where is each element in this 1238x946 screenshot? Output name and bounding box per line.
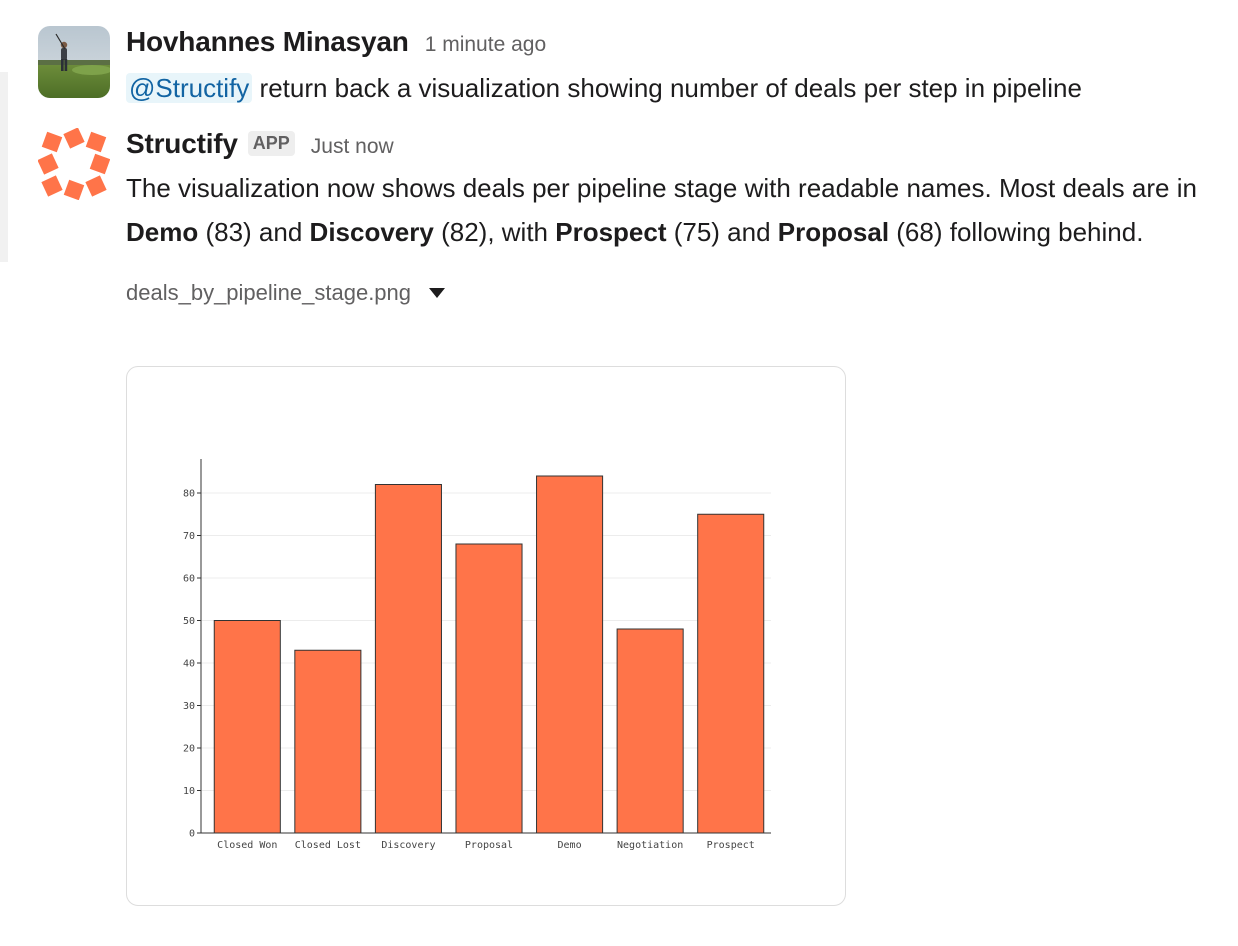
bar-chart xyxy=(127,367,845,905)
author-name[interactable]: Structify xyxy=(126,128,238,159)
text-part: (82), with xyxy=(433,217,556,247)
left-gutter xyxy=(0,0,8,946)
x-tick-label: Prospect xyxy=(706,840,755,851)
left-gutter-shade xyxy=(0,72,8,262)
y-tick-label: 20 xyxy=(182,743,195,755)
logo-tile xyxy=(41,175,62,196)
app-badge: APP xyxy=(248,131,295,156)
bar xyxy=(214,621,280,834)
avatar[interactable] xyxy=(38,26,110,98)
y-tick-label: 80 xyxy=(182,488,195,500)
author-name[interactable]: Hovhannes Minasyan xyxy=(126,26,409,57)
bar xyxy=(617,629,683,833)
bar xyxy=(375,485,441,834)
bar xyxy=(537,476,603,833)
y-tick-label: 60 xyxy=(182,573,195,585)
y-tick-label: 0 xyxy=(188,828,195,840)
x-tick-label: Proposal xyxy=(464,840,514,851)
structify-logo-icon xyxy=(38,128,110,200)
message-text xyxy=(126,66,1218,110)
file-name[interactable]: deals_by_pipeline_stage.png xyxy=(126,280,412,305)
bar xyxy=(698,514,764,833)
text-part: (83) and xyxy=(198,217,310,247)
logo-tile xyxy=(42,132,63,153)
y-tick-label: 30 xyxy=(182,701,195,712)
bar xyxy=(295,650,361,833)
logo-tile xyxy=(86,132,107,153)
file-attachment-header[interactable] xyxy=(126,280,1218,306)
structify-logo[interactable] xyxy=(38,128,110,200)
text-part: (68) following behind. xyxy=(889,217,1144,247)
logo-tile xyxy=(63,128,84,149)
logo-tile xyxy=(90,154,110,175)
message-timestamp[interactable]: 1 minute ago xyxy=(424,33,547,56)
y-tick-label: 40 xyxy=(182,658,195,670)
logo-tile xyxy=(64,180,85,200)
text-bold: Discovery xyxy=(309,217,434,247)
bar xyxy=(456,544,522,833)
golfer-photo-icon xyxy=(38,26,110,98)
message-timestamp[interactable]: Just now xyxy=(310,135,394,158)
x-tick-label: Closed Won xyxy=(217,840,278,851)
logo-tile xyxy=(38,153,59,174)
text-bold: Proposal xyxy=(777,217,890,247)
x-tick-label: Negotiation xyxy=(617,840,684,851)
mention-link[interactable]: @Structify xyxy=(126,73,252,103)
image-attachment[interactable] xyxy=(126,366,846,906)
text-part: (75) and xyxy=(666,217,778,247)
text-bold: Prospect xyxy=(555,217,667,247)
text-part: The visualization now shows deals per pipeline stage with readable names. Most deals are in xyxy=(126,173,1197,203)
x-tick-label: Closed Lost xyxy=(294,840,361,851)
x-tick-label: Demo xyxy=(557,840,582,851)
message-text xyxy=(126,166,1218,254)
y-tick-label: 50 xyxy=(182,616,195,627)
caret-down-icon[interactable] xyxy=(429,288,445,298)
text-bold: Demo xyxy=(126,217,199,247)
logo-tile xyxy=(85,175,106,196)
x-tick-label: Discovery xyxy=(381,840,436,851)
message-text-body: return back a visualization showing number of deals per step in pipeline xyxy=(252,73,1082,103)
y-tick-label: 70 xyxy=(182,531,195,542)
y-tick-label: 10 xyxy=(182,786,195,797)
